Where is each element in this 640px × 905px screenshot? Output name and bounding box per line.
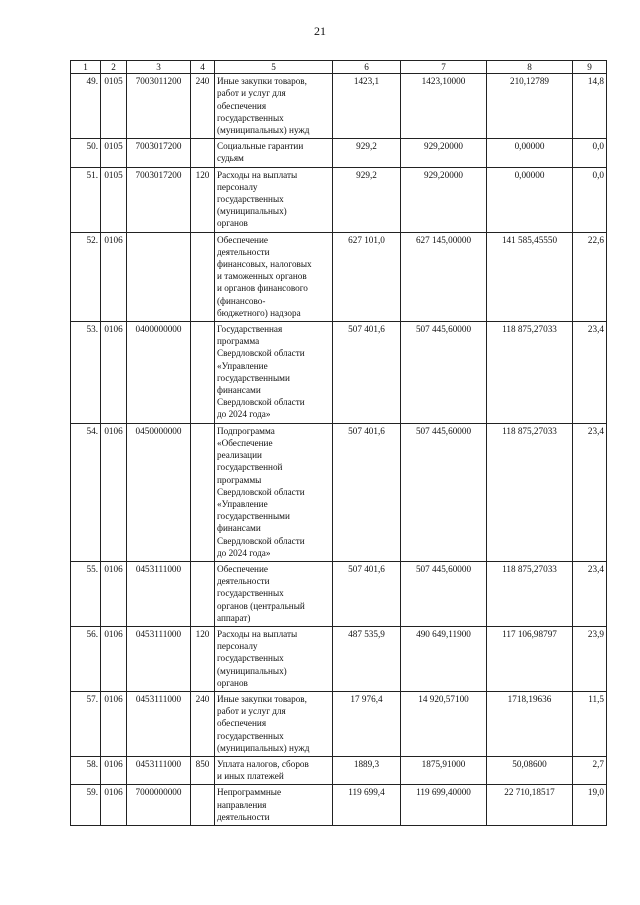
executed-amount: 118 875,27033 — [487, 561, 573, 626]
approved-amount: 929,2 — [333, 167, 401, 232]
table-row — [71, 167, 607, 232]
table-row — [71, 322, 607, 424]
row-number: 49. — [71, 74, 101, 139]
section-code: 0105 — [101, 167, 127, 232]
execution-percent: 0,0 — [573, 167, 607, 232]
table-row — [71, 561, 607, 626]
executed-amount: 22 710,18517 — [487, 785, 573, 826]
item-name: Расходы на выплаты персоналу государственных (муниципальных) органов — [215, 167, 333, 232]
approved-amount: 1423,1 — [333, 74, 401, 139]
execution-percent: 0,0 — [573, 139, 607, 167]
table-header-row — [71, 61, 607, 74]
row-number: 53. — [71, 322, 101, 424]
column-header: 2 — [101, 61, 127, 74]
executed-amount: 50,08600 — [487, 756, 573, 784]
target-item-code: 0453111000 — [127, 561, 191, 626]
section-code: 0106 — [101, 561, 127, 626]
item-name: Обеспечение деятельности государственных органов (центральный аппарат) — [215, 561, 333, 626]
execution-percent: 23,4 — [573, 561, 607, 626]
table-row — [71, 626, 607, 691]
item-name: Расходы на выплаты персоналу государственных (муниципальных) органов — [215, 626, 333, 691]
approved-amount: 507 401,6 — [333, 561, 401, 626]
expense-type-code — [191, 423, 215, 561]
row-number: 54. — [71, 423, 101, 561]
table-row — [71, 691, 607, 756]
executed-amount: 0,00000 — [487, 139, 573, 167]
execution-percent: 19,0 — [573, 785, 607, 826]
row-number: 59. — [71, 785, 101, 826]
section-code: 0105 — [101, 74, 127, 139]
executed-amount: 0,00000 — [487, 167, 573, 232]
approved-amount: 1889,3 — [333, 756, 401, 784]
approved-amount: 17 976,4 — [333, 691, 401, 756]
expense-type-code — [191, 139, 215, 167]
expense-type-code — [191, 322, 215, 424]
section-code: 0106 — [101, 626, 127, 691]
table-row — [71, 785, 607, 826]
refined-amount: 507 445,60000 — [401, 423, 487, 561]
table-row — [71, 232, 607, 321]
column-header: 6 — [333, 61, 401, 74]
expense-type-code — [191, 561, 215, 626]
target-item-code: 7003011200 — [127, 74, 191, 139]
table-row — [71, 139, 607, 167]
execution-percent: 22,6 — [573, 232, 607, 321]
expense-type-code: 240 — [191, 74, 215, 139]
item-name: Государственная программа Свердловской области «Управление государственными финансами Свердловской области до 2024 года» — [215, 322, 333, 424]
refined-amount: 627 145,00000 — [401, 232, 487, 321]
row-number: 51. — [71, 167, 101, 232]
item-name: Обеспечение деятельности финансовых, налоговых и таможенных органов и органов финансового (финансово- бюджетного) надзора — [215, 232, 333, 321]
column-header: 7 — [401, 61, 487, 74]
refined-amount: 119 699,40000 — [401, 785, 487, 826]
table-row — [71, 756, 607, 784]
section-code: 0106 — [101, 232, 127, 321]
row-number: 55. — [71, 561, 101, 626]
refined-amount: 507 445,60000 — [401, 561, 487, 626]
column-header: 3 — [127, 61, 191, 74]
expense-type-code: 850 — [191, 756, 215, 784]
table-row — [71, 423, 607, 561]
item-name: Социальные гарантии судьям — [215, 139, 333, 167]
execution-percent: 2,7 — [573, 756, 607, 784]
item-name: Непрограммные направления деятельности — [215, 785, 333, 826]
row-number: 50. — [71, 139, 101, 167]
target-item-code: 7000000000 — [127, 785, 191, 826]
refined-amount: 507 445,60000 — [401, 322, 487, 424]
section-code: 0106 — [101, 691, 127, 756]
item-name: Подпрограмма «Обеспечение реализации государственной программы Свердловской области «Управление государственными финансами Свердловской области до 2024 года» — [215, 423, 333, 561]
refined-amount: 929,20000 — [401, 167, 487, 232]
item-name: Уплата налогов, сборов и иных платежей — [215, 756, 333, 784]
expense-type-code: 120 — [191, 626, 215, 691]
refined-amount: 490 649,11900 — [401, 626, 487, 691]
executed-amount: 118 875,27033 — [487, 322, 573, 424]
column-header: 8 — [487, 61, 573, 74]
target-item-code — [127, 232, 191, 321]
approved-amount: 507 401,6 — [333, 322, 401, 424]
expense-type-code: 240 — [191, 691, 215, 756]
target-item-code: 0453111000 — [127, 756, 191, 784]
item-name: Иные закупки товаров, работ и услуг для обеспечения государственных (муниципальных) нужд — [215, 74, 333, 139]
execution-percent: 23,9 — [573, 626, 607, 691]
approved-amount: 119 699,4 — [333, 785, 401, 826]
execution-percent: 23,4 — [573, 322, 607, 424]
executed-amount: 210,12789 — [487, 74, 573, 139]
execution-percent: 23,4 — [573, 423, 607, 561]
executed-amount: 141 585,45550 — [487, 232, 573, 321]
expense-type-code — [191, 785, 215, 826]
expense-type-code: 120 — [191, 167, 215, 232]
column-header: 1 — [71, 61, 101, 74]
row-number: 52. — [71, 232, 101, 321]
target-item-code: 7003017200 — [127, 139, 191, 167]
executed-amount: 117 106,98797 — [487, 626, 573, 691]
section-code: 0105 — [101, 139, 127, 167]
refined-amount: 1423,10000 — [401, 74, 487, 139]
column-header: 5 — [215, 61, 333, 74]
target-item-code: 0400000000 — [127, 322, 191, 424]
expense-type-code — [191, 232, 215, 321]
section-code: 0106 — [101, 322, 127, 424]
row-number: 57. — [71, 691, 101, 756]
approved-amount: 929,2 — [333, 139, 401, 167]
item-name: Иные закупки товаров, работ и услуг для обеспечения государственных (муниципальных) нужд — [215, 691, 333, 756]
refined-amount: 1875,91000 — [401, 756, 487, 784]
refined-amount: 929,20000 — [401, 139, 487, 167]
refined-amount: 14 920,57100 — [401, 691, 487, 756]
column-header: 4 — [191, 61, 215, 74]
target-item-code: 0453111000 — [127, 626, 191, 691]
target-item-code: 0453111000 — [127, 691, 191, 756]
row-number: 56. — [71, 626, 101, 691]
column-header: 9 — [573, 61, 607, 74]
target-item-code: 7003017200 — [127, 167, 191, 232]
approved-amount: 627 101,0 — [333, 232, 401, 321]
row-number: 58. — [71, 756, 101, 784]
approved-amount: 507 401,6 — [333, 423, 401, 561]
table-row — [71, 74, 607, 139]
executed-amount: 1718,19636 — [487, 691, 573, 756]
approved-amount: 487 535,9 — [333, 626, 401, 691]
target-item-code: 0450000000 — [127, 423, 191, 561]
page-number: 21 — [314, 24, 326, 38]
executed-amount: 118 875,27033 — [487, 423, 573, 561]
execution-percent: 14,8 — [573, 74, 607, 139]
section-code: 0106 — [101, 756, 127, 784]
execution-percent: 11,5 — [573, 691, 607, 756]
section-code: 0106 — [101, 423, 127, 561]
budget-table — [70, 60, 607, 826]
section-code: 0106 — [101, 785, 127, 826]
